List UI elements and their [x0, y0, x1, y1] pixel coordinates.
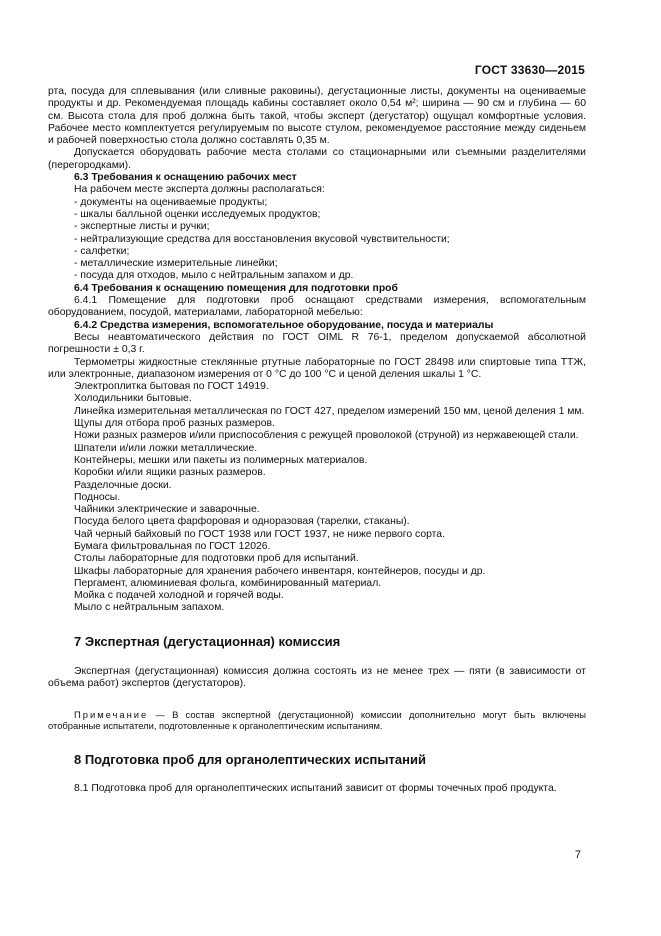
document-code-header: ГОСТ 33630—2015 — [474, 63, 585, 77]
equipment-item: Разделочные доски. — [74, 479, 172, 491]
equipment-item: Холодильники бытовые. — [74, 393, 192, 405]
paragraph-booth-description: рта, посуда для сплевывания (или сливные раковины), дегустационные листы, документы на оцениваемые продукты и др. Рекомендуемая площадь кабины составляет около 0,54 м²; ширина — 90 см и глубина — 60 см. Высота стола для проб должна быть такой, чтобы эксперт (дегустатор) ощущал комфортные условия. Рабочее место комплектуется регулируемым по высоте стулом, рекомендуемое расстояние между сиденьем и рабочей поверхностью стола должно составлять 0,35 м. — [48, 86, 586, 147]
equipment-item: Щупы для отбора проб разных размеров. — [74, 418, 275, 430]
section-heading-8: 8 Подготовка проб для органолептических испытаний — [74, 751, 426, 767]
section-heading-6-4: 6.4 Требования к оснащению помещения для подготовки проб — [74, 282, 398, 294]
note-text: — В состав экспертной (дегустационной) комиссии дополнительно могут быть включены отобранные испытатели, подготовленные к органолептическим испытаниям. — [48, 708, 586, 732]
equipment-item: Ножи разных размеров и/или приспособления с режущей проволокой (струной) из нержавеющей стали. — [74, 430, 579, 442]
workplace-items-list — [48, 197, 586, 283]
equipment-item: Коробки и/или ящики разных размеров. — [74, 467, 266, 479]
list-item: - посуда для отходов, мыло с нейтральным запахом и др. — [74, 270, 354, 282]
equipment-item: Мойка с подачей холодной и горячей воды. — [74, 590, 284, 602]
equipment-item: Бумага фильтровальная по ГОСТ 12026. — [74, 540, 271, 552]
paragraph-dividers: Допускается оборудовать рабочие места столами со стационарными или съемными разделителями (перегородками). — [48, 147, 586, 171]
list-item: - нейтрализующие средства для восстановления вкусовой чувствительности; — [74, 233, 450, 245]
list-item: - документы на оцениваемые продукты; — [74, 196, 268, 208]
equipment-item: Термометры жидкостные стеклянные ртутные лабораторные по ГОСТ 28498 или спиртовые типа ТТЖ, или электронные, диапазоном измерения от 0 °С до 100 °С и ценой деления шкалы 1 °С. — [48, 356, 586, 380]
section-heading-6-4-2: 6.4.2 Средства измерения, вспомогательное оборудование, посуда и материалы — [74, 319, 494, 331]
document-body — [48, 86, 586, 795]
equipment-item: Чай черный байховый по ГОСТ 1938 или ГОСТ 1937, не ниже первого сорта. — [74, 528, 445, 540]
list-item: - металлические измерительные линейки; — [74, 258, 278, 270]
note — [48, 709, 586, 732]
list-item: - салфетки; — [74, 245, 130, 257]
equipment-item: Весы неавтоматического действия по ГОСТ OIML R 76-1, пределом допускаемой абсолютной погрешности ± 0,3 г. — [48, 331, 586, 356]
equipment-item: Шкафы лабораторные для хранения рабочего инвентаря, контейнеров, посуды и др. — [74, 565, 486, 577]
equipment-item: Подносы. — [74, 491, 121, 503]
paragraph-6-4-1: 6.4.1 Помещение для подготовки проб оснащают средствами измерения, вспомогательным оборудованием, посудой, материалами, лабораторной мебелью: — [48, 295, 586, 319]
equipment-item: Электроплитка бытовая по ГОСТ 14919. — [74, 381, 269, 393]
equipment-item: Линейка измерительная металлическая по ГОСТ 427, пределом измерений 150 мм, ценой деления 1 мм. — [74, 405, 585, 417]
equipment-item: Шпатели и/или ложки металлические. — [74, 442, 258, 454]
page-number: 7 — [574, 849, 581, 861]
section-heading-7: 7 Экспертная (дегустационная) комиссия — [74, 633, 341, 649]
paragraph-workplace-intro: На рабочем месте эксперта должны располагаться: — [74, 184, 325, 196]
equipment-item: Пергамент, алюминиевая фольга, комбинированный материал. — [74, 577, 382, 589]
equipment-list — [48, 332, 586, 615]
paragraph-commission: Экспертная (дегустационная) комиссия должна состоять из не менее трех — пяти (в зависимости от объема работ) экспертов (дегустаторов). — [48, 666, 586, 690]
list-item: - экспертные листы и ручки; — [74, 221, 210, 233]
paragraph-8-1: 8.1 Подготовка проб для органолептических испытаний зависит от формы точечных проб продукта. — [74, 782, 557, 794]
equipment-item: Мыло с нейтральным запахом. — [74, 602, 225, 614]
note-label: Примечание — [74, 708, 149, 720]
equipment-item: Чайники электрические и заварочные. — [74, 504, 260, 516]
equipment-item: Контейнеры, мешки или пакеты из полимерных материалов. — [74, 454, 368, 466]
list-item: - шкалы балльной оценки исследуемых продуктов; — [74, 208, 321, 220]
section-heading-6-3: 6.3 Требования к оснащению рабочих мест — [74, 172, 297, 184]
equipment-item: Столы лабораторные для подготовки проб для испытаний. — [74, 553, 359, 565]
equipment-item: Посуда белого цвета фарфоровая и одноразовая (тарелки, стаканы). — [74, 516, 410, 528]
